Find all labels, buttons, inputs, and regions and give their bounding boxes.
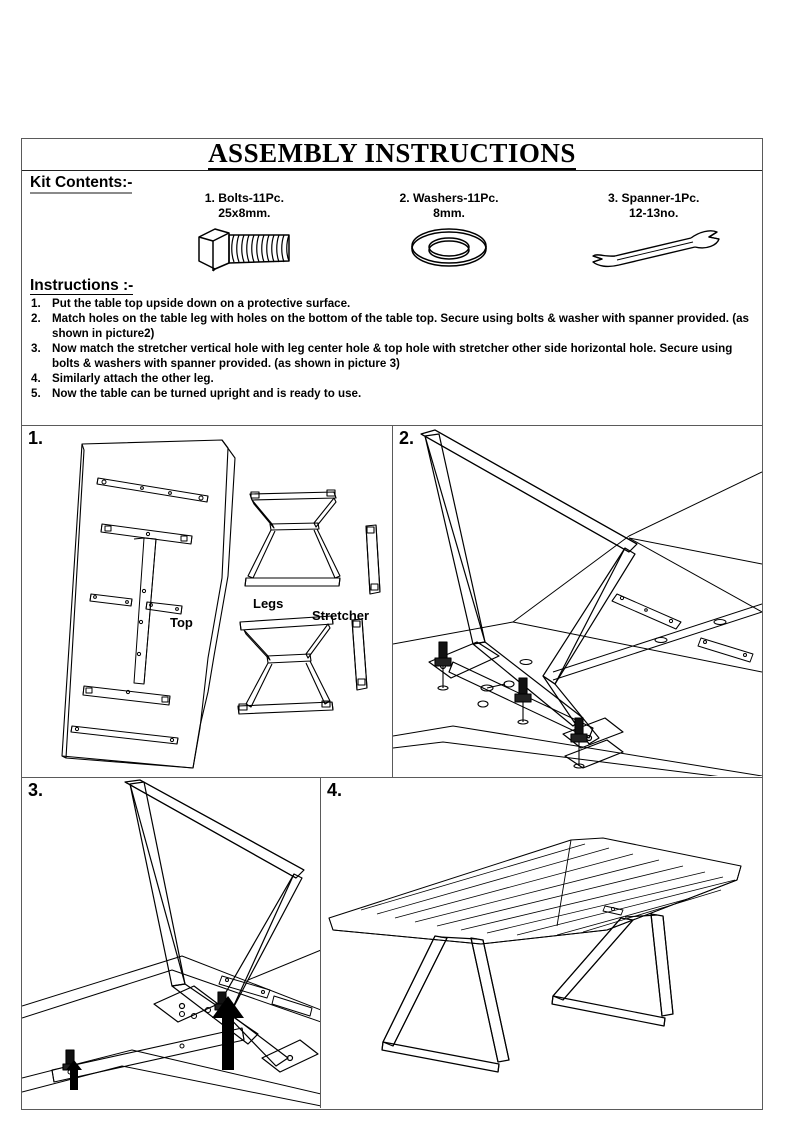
panel-row-top xyxy=(22,426,762,778)
panel-1-label-top: Top xyxy=(170,615,193,630)
kit-item-washers-name: 2. Washers-11Pc. xyxy=(399,191,499,205)
kit-item-bolts-name: 1. Bolts-11Pc. xyxy=(204,191,284,205)
panel-1-exploded-parts xyxy=(22,426,393,777)
panel-row-bottom xyxy=(22,778,762,1108)
panel-1-label-stretcher: Stretcher xyxy=(312,608,370,623)
page-title: ASSEMBLY INSTRUCTIONS xyxy=(208,137,576,168)
panel-2-drawing xyxy=(393,426,762,776)
kit-contents-items xyxy=(142,191,756,274)
instructions-heading: Instructions :- xyxy=(30,277,134,294)
kit-item-spanner-name: 3. Spanner-1Pc. xyxy=(607,191,700,205)
panel-3-attach-stretcher xyxy=(22,778,321,1108)
instruction-step: Put the table top upside down on a protective surface. xyxy=(52,297,351,311)
kit-contents-section xyxy=(22,171,762,275)
panel-1-label-legs: Legs xyxy=(253,596,284,611)
panel-3-number: 3. xyxy=(28,780,44,800)
instructions-list xyxy=(30,297,754,402)
panel-4-number: 4. xyxy=(327,780,343,800)
kit-item-bolts-spec: 25x8mm. xyxy=(218,205,271,220)
panel-4-drawing xyxy=(321,778,762,1108)
kit-item-spanner xyxy=(551,191,756,274)
instruction-step: Now match the stretcher vertical hole with leg center hole & top hole with stretcher other side horizontal hole. Secure using bolts & washers with spanner provided. (as shown in picture 3) xyxy=(52,341,733,370)
washer-icon xyxy=(347,222,552,274)
panel-3-drawing xyxy=(22,778,321,1108)
panel-4-finished-table xyxy=(321,778,762,1108)
kit-item-spanner-spec: 12-13no. xyxy=(628,205,679,220)
panel-1-drawing xyxy=(22,426,393,776)
instruction-step: Now the table can be turned upright and is ready to use. xyxy=(52,386,362,400)
spanner-icon xyxy=(551,222,756,274)
panel-1-number: 1. xyxy=(28,428,44,448)
diagram-panels xyxy=(22,425,762,1109)
panel-2-number: 2. xyxy=(399,428,415,448)
title-band xyxy=(22,139,762,171)
kit-contents-heading: Kit Contents:- xyxy=(30,175,132,194)
instruction-step: Similarly attach the other leg. xyxy=(52,371,214,385)
panel-2-attach-leg xyxy=(393,426,762,777)
instructions-section xyxy=(22,275,762,405)
bolt-icon xyxy=(142,222,347,274)
kit-item-washers-spec: 8mm. xyxy=(433,205,465,220)
kit-item-bolts xyxy=(142,191,347,274)
kit-item-washers xyxy=(347,191,552,274)
instruction-sheet xyxy=(21,138,763,1110)
instruction-step: Match holes on the table leg with holes on the bottom of the table top. Secure using bolts & washer with spanner provided. (as shown in picture2) xyxy=(52,312,749,340)
